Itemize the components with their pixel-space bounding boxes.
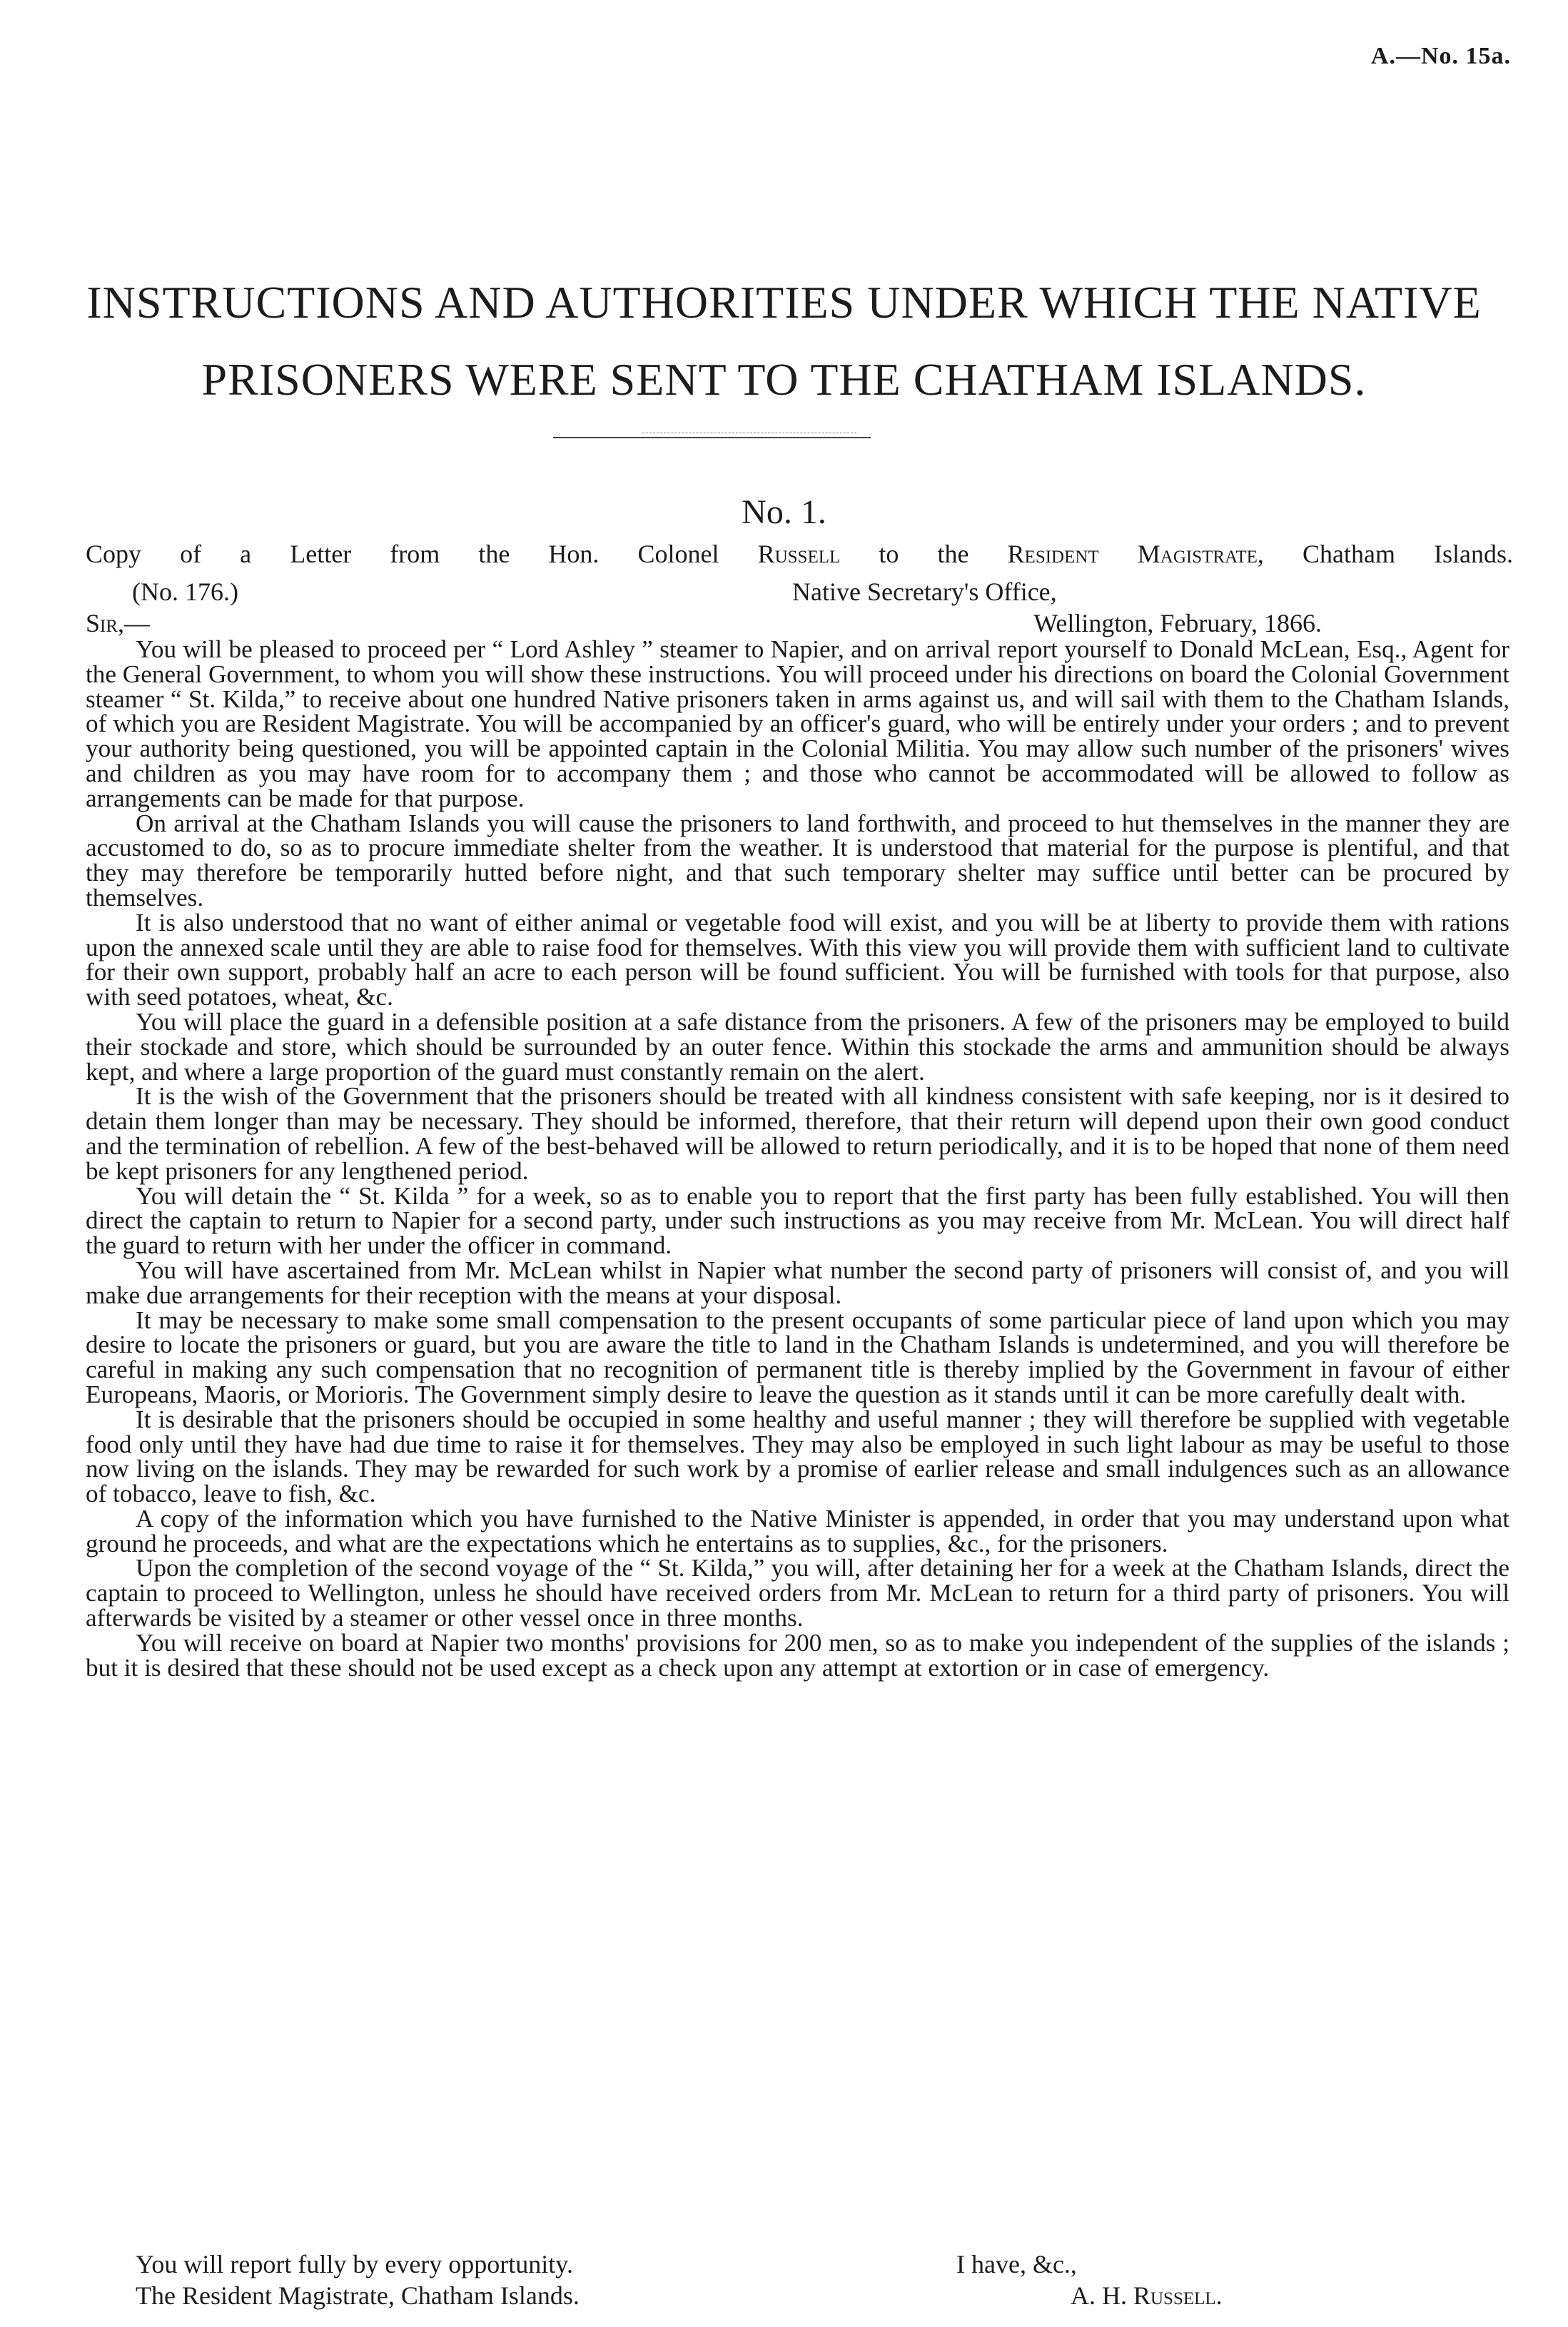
sign-off: I have, &c., — [956, 2250, 1077, 2278]
paragraph: A copy of the information which you have furnished to the Native Minister is appended, in order that you may understand upon what ground he proceeds, and what are the expectations which he entertains as to supplies, &c., for the prisoners. — [86, 1504, 1509, 1558]
signer-name: A. H. Russell. — [1071, 2281, 1223, 2310]
sender-name: Russell — [757, 540, 841, 568]
salutation-text: Sir,— — [86, 609, 151, 637]
paragraph: Upon the completion of the second voyage of the “ St. Kilda,” you will, after detaining her for a week at the Chatham Islands, direct the captain to proceed to Wellington, unless he should have received orders from Mr. McLean to return for a third party of prisoners. You will afterwards be visited by a steamer or other vessel once in three months. — [86, 1554, 1509, 1632]
paragraph: You will be pleased to proceed per “ Lord Ashley ” steamer to Napier, and on arrival report yourself to Donald McLean, Esq., Agent for the General Government, to whom you will show these instructions. You will proceed under his directions on board the Colonial Government steamer “ St. Kilda,” to receive about one hundred Native prisoners taken in arms against us, and will sail with them to the Chatham Islands, of which you are Resident Magistrate. You will be accompanied by an officer's guard, who will be entirely under your orders ; and to prevent your authority being questioned, you will be appointed captain in the Colonial Militia. You may allow such number of the prisoners' wives and children as you may have room for to accompany them ; and those who cannot be accommodated will be allowed to follow as arrangements can be made for that purpose. — [86, 635, 1509, 812]
document-title — [43, 264, 1525, 418]
paragraph: You will have ascertained from Mr. McLean whilst in Napier what number the second party of prisoners will consist of, and you will make due arrangements for their reception with the means at your disposal. — [86, 1256, 1509, 1309]
recipient-title: Resident Magistrate, — [1007, 540, 1264, 568]
salutation — [86, 608, 150, 638]
letter-number-heading: No. 1. — [742, 493, 826, 531]
signature-block — [956, 2248, 1223, 2311]
closing-line: You will report fully by every opportunity. — [136, 2250, 573, 2278]
paragraph: It is the wish of the Government that the prisoners should be treated with all kindness consistent with safe keeping, nor is it desired to detain them longer than may be necessary. They should be informed, therefore, that their return will depend upon their own good conduct and the termination of rebellion. A few of the best-behaved will be allowed to return periodically, and it is to be hoped that none of them need be kept prisoners for any lengthened period. — [86, 1082, 1509, 1185]
sender-office: Native Secretary's Office, — [792, 577, 1057, 606]
title-line-1: INSTRUCTIONS AND AUTHORITIES UNDER WHICH THE NATIVE — [86, 277, 1482, 328]
title-line-2: PRISONERS WERE SENT TO THE CHATHAM ISLANDS. — [201, 354, 1367, 405]
letter-description — [86, 539, 1513, 569]
paragraph: It may be necessary to make some small compensation to the present occupants of some particular piece of land upon which you may desire to locate the prisoners or guard, but you are aware the title to land in the Chatham Islands is undetermined, and you will therefore be careful in making any such compensation that no recognition of permanent title is thereby implied by the Government in favour of either Europeans, Maoris, or Morioris. The Government simply desire to leave the question as it stands until it can be more carefully dealt with. — [86, 1306, 1509, 1408]
paragraph: It is desirable that the prisoners should be occupied in some healthy and useful manner ; they will therefore be supplied with vegetable food only until they have had due time to raise it for themselves. They may also be employed in such light labour as may be useful to those now living on the islands. They may be rewarded for such work by a promise of earlier release and small indulgences such as an allowance of tobacco, leave to fish, &c. — [86, 1405, 1509, 1508]
page-reference: A.—No. 15a. — [1370, 43, 1511, 69]
paragraph: It is also understood that no want of either animal or vegetable food will exist, and you will be at liberty to provide them with rations upon the annexed scale until they are able to raise food for themselves. With this view you will provide them with sufficient land to cultivate for their own support, probably half an acre to each person will be found sufficient. You will be furnished with tools for that purpose, also with seed potatoes, wheat, &c. — [86, 908, 1509, 1011]
place-and-date: Wellington, February, 1866. — [1033, 609, 1322, 637]
paragraph: You will place the guard in a defensible position at a safe distance from the prisoners. A few of the prisoners may be employed to build their stockade and store, which should be surrounded by an outer fence. Within this stockade the arms and ammunition should be always kept, and where a large proportion of the guard must constantly remain on the alert. — [86, 1007, 1509, 1086]
addressee-line: The Resident Magistrate, Chatham Islands. — [136, 2281, 580, 2310]
copy-line-prefix: Copy of a Letter from the Hon. Colonel — [86, 540, 719, 568]
letter-reference-number: (No. 176.) — [132, 577, 238, 606]
closing-block — [136, 2248, 580, 2311]
copy-line-mid: to the — [879, 540, 969, 568]
paragraph: You will detain the “ St. Kilda ” for a week, so as to enable you to report that the first party has been fully established. You will then direct the captain to return to Napier for a second party, under such instructions as you may receive from Mr. McLean. You will direct half the guard to return with her under the officer in command. — [86, 1181, 1509, 1260]
paragraph: On arrival at the Chatham Islands you will cause the prisoners to land forthwith, and proceed to hut themselves in the manner they are accustomed to do, so as to procure immediate shelter from the weather. It is understood that material for the purpose is plentiful, and that they may therefore be temporarily hutted before night, and that such temporary shelter may suffice until better can be procured by themselves. — [86, 809, 1509, 912]
copy-line-suffix: Chatham Islands. — [1303, 540, 1514, 568]
paragraph: You will receive on board at Napier two months' provisions for 200 men, so as to make you independent of the supplies of the islands ; but it is desired that these should not be used except as a check upon any attempt at extortion or in case of emergency. — [86, 1628, 1509, 1682]
title-divider — [553, 437, 871, 438]
letter-body — [86, 637, 1509, 1680]
